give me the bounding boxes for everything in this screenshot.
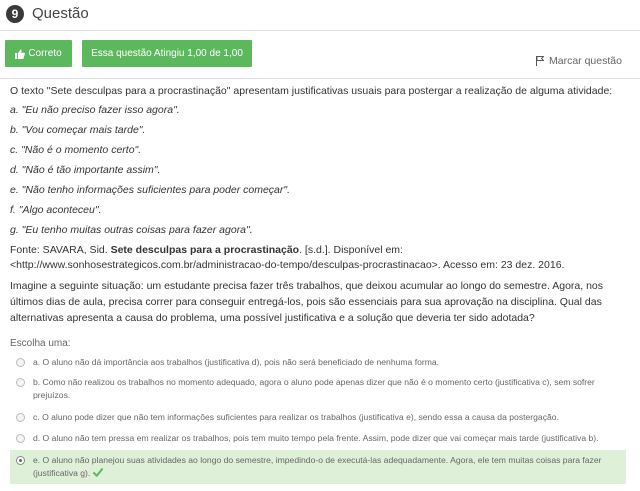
source-suffix: . [s.d.]. Disponível em: — [299, 244, 403, 256]
question-text — [10, 84, 635, 326]
content-divider — [0, 78, 640, 79]
question-header — [0, 0, 640, 32]
radio-button[interactable] — [16, 413, 25, 422]
radio-button[interactable] — [16, 434, 25, 443]
answer-option-d[interactable] — [10, 432, 626, 445]
radio-button-selected[interactable] — [16, 456, 25, 465]
question-number-badge: 9 — [6, 5, 24, 23]
question-situation: Imagine a seguinte situação: um estudante precisa fazer três trabalhos, que deixou acumular ao longo do semestre. Agora, nos últimos dias de aula, precisa correr para conseguir entregá-los, pois são essenciais para sua aprovação na disciplina. Qual das alternativas apresenta a causa do problema, uma possível justificativa e a solução que deveria ter sido adotada? — [10, 280, 604, 324]
answer-text: d. O aluno não tem pressa em realizar os trabalhos, pois tem muito tempo pela frente. Assim, pode dizer que vai começar mais tarde (justificativa b). — [33, 433, 599, 443]
answer-text: c. O aluno pode dizer que não tem informações suficientes para realizar os trabalhos (justificativa e), sendo essa a causa da postergação. — [33, 412, 559, 422]
thumbs-up-icon — [15, 49, 25, 59]
source-url: <http://www.sonhosestrategicos.com.br/administracao-do-tempo/desculpas-procrastinacao>. Acesso em: 23 dez. 2016. — [10, 259, 565, 271]
answer-option-e[interactable] — [10, 450, 626, 484]
excuse-item: b. "Vou começar mais tarde". — [10, 124, 146, 136]
answer-option-a[interactable] — [10, 356, 626, 369]
excuse-item: g. "Eu tenho muitas outras coisas para fazer agora". — [10, 224, 253, 236]
choose-prompt: Escolha uma: — [10, 338, 71, 349]
excuse-item: d. "Não é tão importante assim". — [10, 164, 161, 176]
flag-question-link[interactable] — [536, 55, 622, 67]
answer-option-c[interactable] — [10, 411, 626, 424]
answer-option-b[interactable] — [10, 376, 626, 402]
flag-question-label: Marcar questão — [549, 55, 622, 67]
source-title: Sete desculpas para a procrastinação — [110, 244, 300, 256]
radio-button[interactable] — [16, 358, 25, 367]
excuse-item: c. "Não é o momento certo". — [10, 144, 142, 156]
excuse-item: f. "Algo aconteceu". — [10, 204, 102, 216]
header-divider — [0, 30, 640, 31]
excuse-item: a. "Eu não preciso fazer isso agora". — [10, 104, 180, 116]
question-title: Questão — [32, 5, 89, 22]
correct-label: Correto — [28, 48, 62, 59]
flag-icon — [536, 56, 544, 66]
correct-badge — [5, 40, 72, 67]
source-prefix: Fonte: SAVARA, Sid. — [10, 244, 111, 256]
radio-button[interactable] — [16, 378, 25, 387]
score-badge — [82, 40, 252, 67]
answer-text-wrap — [33, 454, 626, 480]
score-label: Essa questão Atingiu 1,00 de 1,00 — [91, 48, 243, 59]
question-intro: O texto "Sete desculpas para a procrastinação" apresentam justificativas usuais para postergar a realização de alguma atividade: — [10, 85, 613, 97]
check-icon — [93, 468, 103, 477]
source-citation — [10, 243, 635, 273]
answer-text: a. O aluno não dá importância aos trabalhos (justificativa d), pois não será beneficiado de nenhuma forma. — [33, 357, 440, 367]
excuse-item: e. "Não tenho informações suficientes para poder começar". — [10, 184, 291, 196]
answer-text: e. O aluno não planejou suas atividades ao longo do semestre, impedindo-o de executá-las adequadamente. Agora, ele tem muitas coisas para fazer (justificativa g). — [33, 455, 602, 478]
answer-text: b. Como não realizou os trabalhos no momento adequado, agora o aluno pode apenas dizer que não é o momento certo (justificativa c), sem sofrer prejuízos. — [33, 377, 595, 400]
